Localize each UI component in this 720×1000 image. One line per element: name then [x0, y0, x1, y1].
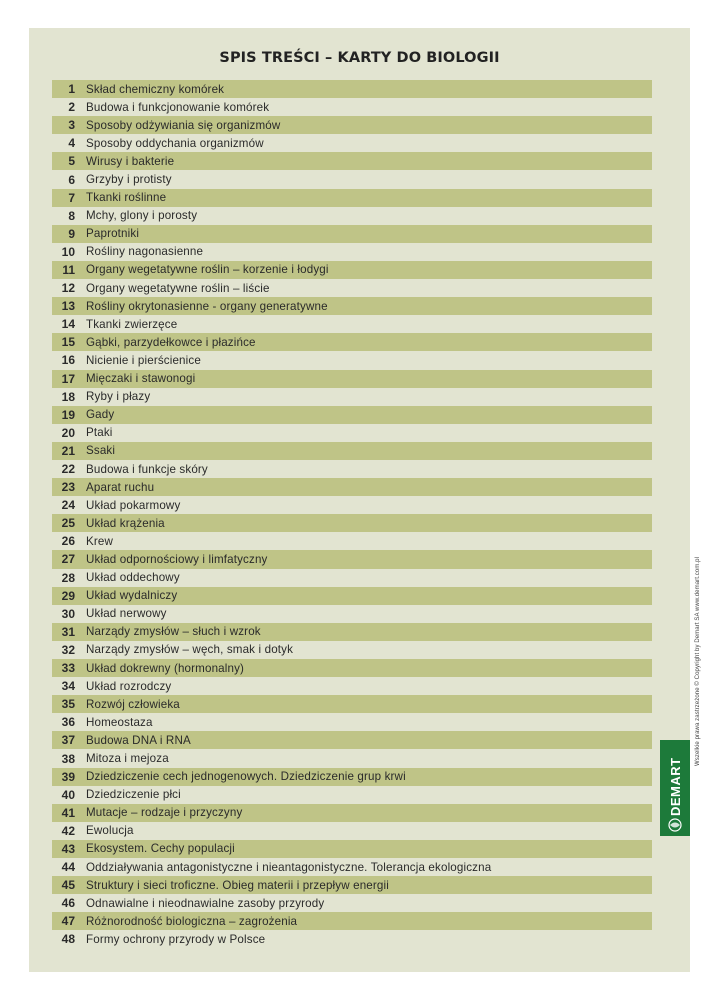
toc-row: [52, 333, 652, 351]
toc-item-number: 6: [68, 172, 75, 187]
toc-item-number: 34: [61, 679, 75, 694]
toc-item-number: 20: [61, 425, 75, 440]
toc-item-number: 18: [61, 389, 75, 404]
toc-row: [52, 261, 652, 279]
toc-item-number: 33: [61, 661, 75, 676]
toc-item-number: 26: [61, 534, 75, 549]
toc-row: [52, 641, 652, 659]
toc-item-label: Ptaki: [86, 426, 113, 440]
toc-item-label: Sposoby oddychania organizmów: [86, 136, 264, 150]
toc-item-label: Organy wegetatywne roślin – liście: [86, 281, 270, 295]
toc-item-label: Wirusy i bakterie: [86, 154, 175, 168]
toc-row: [52, 152, 652, 170]
toc-item-label: Grzyby i protisty: [86, 173, 172, 187]
toc-item-number: 1: [68, 82, 75, 97]
toc-row: [52, 315, 652, 333]
toc-item-label: Układ pokarmowy: [86, 498, 181, 512]
toc-item-label: Paprotniki: [86, 227, 140, 241]
toc-item-label: Rozwój człowieka: [86, 697, 180, 711]
toc-row: [52, 116, 652, 134]
toc-row: [52, 189, 652, 207]
toc-item-number: 17: [61, 371, 75, 386]
toc-row: [52, 786, 652, 804]
toc-item-label: Mięczaki i stawonogi: [86, 372, 196, 386]
toc-item-label: Ryby i płazy: [86, 390, 151, 404]
toc-row: [52, 496, 652, 514]
toc-row: [52, 370, 652, 388]
toc-item-number: 40: [61, 787, 75, 802]
toc-row: [52, 388, 652, 406]
toc-row: [52, 134, 652, 152]
toc-item-label: Budowa i funkcjonowanie komórek: [86, 100, 270, 114]
toc-list: [52, 80, 652, 949]
toc-item-number: 3: [68, 118, 75, 133]
toc-row: [52, 279, 652, 297]
toc-row: [52, 876, 652, 894]
toc-item-number: 29: [61, 588, 75, 603]
toc-item-label: Struktury i sieci troficzne. Obieg materii i przepływ energii: [86, 878, 389, 892]
toc-row: [52, 514, 652, 532]
toc-item-number: 4: [68, 136, 75, 151]
toc-item-label: Homeostaza: [86, 715, 153, 729]
toc-item-number: 41: [61, 805, 75, 820]
toc-item-number: 42: [61, 823, 75, 838]
toc-row: [52, 351, 652, 369]
toc-row: [52, 569, 652, 587]
toc-item-number: 19: [61, 407, 75, 422]
toc-item-label: Formy ochrony przyrody w Polsce: [86, 932, 266, 946]
toc-item-label: Budowa DNA i RNA: [86, 733, 191, 747]
toc-item-label: Ssaki: [86, 444, 116, 458]
toc-item-number: 10: [61, 244, 75, 259]
toc-item-label: Skład chemiczny komórek: [86, 82, 225, 96]
toc-row: [52, 695, 652, 713]
toc-row: [52, 207, 652, 225]
page-title: SPIS TREŚCI – KARTY DO BIOLOGII: [219, 50, 500, 66]
toc-row: [52, 460, 652, 478]
toc-item-label: Ewolucja: [86, 824, 134, 838]
toc-row: [52, 98, 652, 116]
toc-item-number: 45: [61, 878, 75, 893]
toc-row: [52, 858, 652, 876]
toc-item-number: 30: [61, 606, 75, 621]
toc-item-number: 22: [61, 462, 75, 477]
toc-item-label: Dziedziczenie płci: [86, 788, 181, 802]
toc-row: [52, 804, 652, 822]
toc-row: [52, 605, 652, 623]
toc-item-label: Sposoby odżywiania się organizmów: [86, 118, 281, 132]
toc-item-label: Narządy zmysłów – słuch i wzrok: [86, 625, 261, 639]
toc-item-label: Odnawialne i nieodnawialne zasoby przyrody: [86, 896, 325, 910]
toc-item-label: Układ rozrodczy: [86, 679, 172, 693]
toc-row: [52, 243, 652, 261]
demart-logo: [660, 740, 690, 836]
toc-item-number: 5: [68, 154, 75, 169]
toc-item-number: 15: [61, 335, 75, 350]
copyright-notice: Wszelkie prawa zastrzeżone © Copyright by Demart SA www.demart.com.pl: [695, 556, 701, 766]
toc-item-number: 39: [61, 769, 75, 784]
toc-row: [52, 442, 652, 460]
toc-item-label: Gąbki, parzydełkowce i płazińce: [86, 335, 256, 349]
toc-item-label: Ekosystem. Cechy populacji: [86, 842, 235, 856]
toc-item-label: Gady: [86, 408, 115, 422]
toc-item-number: 13: [61, 299, 75, 314]
toc-item-label: Narządy zmysłów – węch, smak i dotyk: [86, 643, 294, 657]
toc-item-label: Krew: [86, 534, 114, 548]
toc-item-number: 46: [61, 896, 75, 911]
toc-card: [29, 28, 701, 972]
toc-row: [52, 749, 652, 767]
toc-item-label: Dziedziczenie cech jednogenowych. Dziedziczenie grup krwi: [86, 770, 406, 784]
toc-row: [52, 840, 652, 858]
toc-item-number: 28: [61, 570, 75, 585]
toc-item-label: Mchy, glony i porosty: [86, 209, 198, 223]
toc-row: [52, 930, 652, 948]
toc-item-number: 24: [61, 498, 75, 513]
toc-item-label: Rośliny nagonasienne: [86, 245, 204, 259]
brand-name: DEMART: [668, 757, 683, 816]
toc-item-number: 23: [61, 480, 75, 495]
toc-item-number: 16: [61, 353, 75, 368]
toc-item-number: 2: [68, 100, 75, 115]
toc-item-label: Mutacje – rodzaje i przyczyny: [86, 806, 243, 820]
toc-row: [52, 170, 652, 188]
toc-item-number: 36: [61, 715, 75, 730]
toc-item-label: Układ oddechowy: [86, 571, 180, 585]
toc-item-label: Budowa i funkcje skóry: [86, 462, 208, 476]
toc-row: [52, 731, 652, 749]
toc-item-number: 21: [61, 443, 75, 458]
toc-row: [52, 225, 652, 243]
toc-row: [52, 478, 652, 496]
toc-item-number: 27: [61, 552, 75, 567]
toc-item-label: Układ krążenia: [86, 516, 165, 530]
toc-row: [52, 532, 652, 550]
toc-row: [52, 587, 652, 605]
toc-row: [52, 297, 652, 315]
toc-item-label: Oddziaływania antagonistyczne i nieantagonistyczne. Tolerancja ekologiczna: [86, 860, 492, 874]
toc-item-label: Różnorodność biologiczna – zagrożenia: [86, 914, 298, 928]
toc-item-label: Rośliny okrytonasienne - organy generatywne: [86, 299, 328, 313]
toc-row: [52, 406, 652, 424]
toc-item-label: Aparat ruchu: [86, 480, 155, 494]
toc-row: [52, 424, 652, 442]
toc-row: [52, 912, 652, 930]
toc-item-label: Układ wydalniczy: [86, 589, 178, 603]
toc-item-label: Nicienie i pierścienice: [86, 353, 201, 367]
toc-item-number: 12: [61, 281, 75, 296]
toc-item-number: 8: [68, 208, 75, 223]
toc-row: [52, 768, 652, 786]
toc-row: [52, 550, 652, 568]
toc-row: [52, 677, 652, 695]
toc-item-label: Tkanki zwierzęce: [86, 317, 178, 331]
toc-item-label: Układ dokrewny (hormonalny): [86, 661, 245, 675]
toc-item-label: Układ nerwowy: [86, 607, 167, 621]
toc-item-number: 7: [68, 190, 75, 205]
toc-row: [52, 713, 652, 731]
toc-item-number: 32: [61, 642, 75, 657]
toc-item-label: Organy wegetatywne roślin – korzenie i łodygi: [86, 263, 329, 277]
toc-item-number: 47: [61, 914, 75, 929]
toc-item-number: 43: [61, 841, 75, 856]
toc-item-number: 14: [61, 317, 75, 332]
toc-row: [52, 623, 652, 641]
toc-item-number: 25: [61, 516, 75, 531]
toc-item-number: 48: [61, 932, 75, 947]
toc-row: [52, 659, 652, 677]
toc-item-number: 38: [61, 751, 75, 766]
toc-row: [52, 894, 652, 912]
toc-row: [52, 822, 652, 840]
toc-row: [52, 80, 652, 98]
toc-item-number: 37: [61, 733, 75, 748]
toc-item-label: Tkanki roślinne: [86, 191, 167, 205]
toc-item-number: 35: [61, 697, 75, 712]
toc-item-label: Mitoza i mejoza: [86, 752, 169, 766]
toc-item-number: 31: [61, 624, 75, 639]
toc-item-number: 44: [61, 860, 75, 875]
globe-logo-icon: [667, 818, 683, 832]
toc-item-number: 9: [68, 226, 75, 241]
toc-item-label: Układ odpornościowy i limfatyczny: [86, 552, 268, 566]
toc-item-number: 11: [62, 262, 75, 277]
